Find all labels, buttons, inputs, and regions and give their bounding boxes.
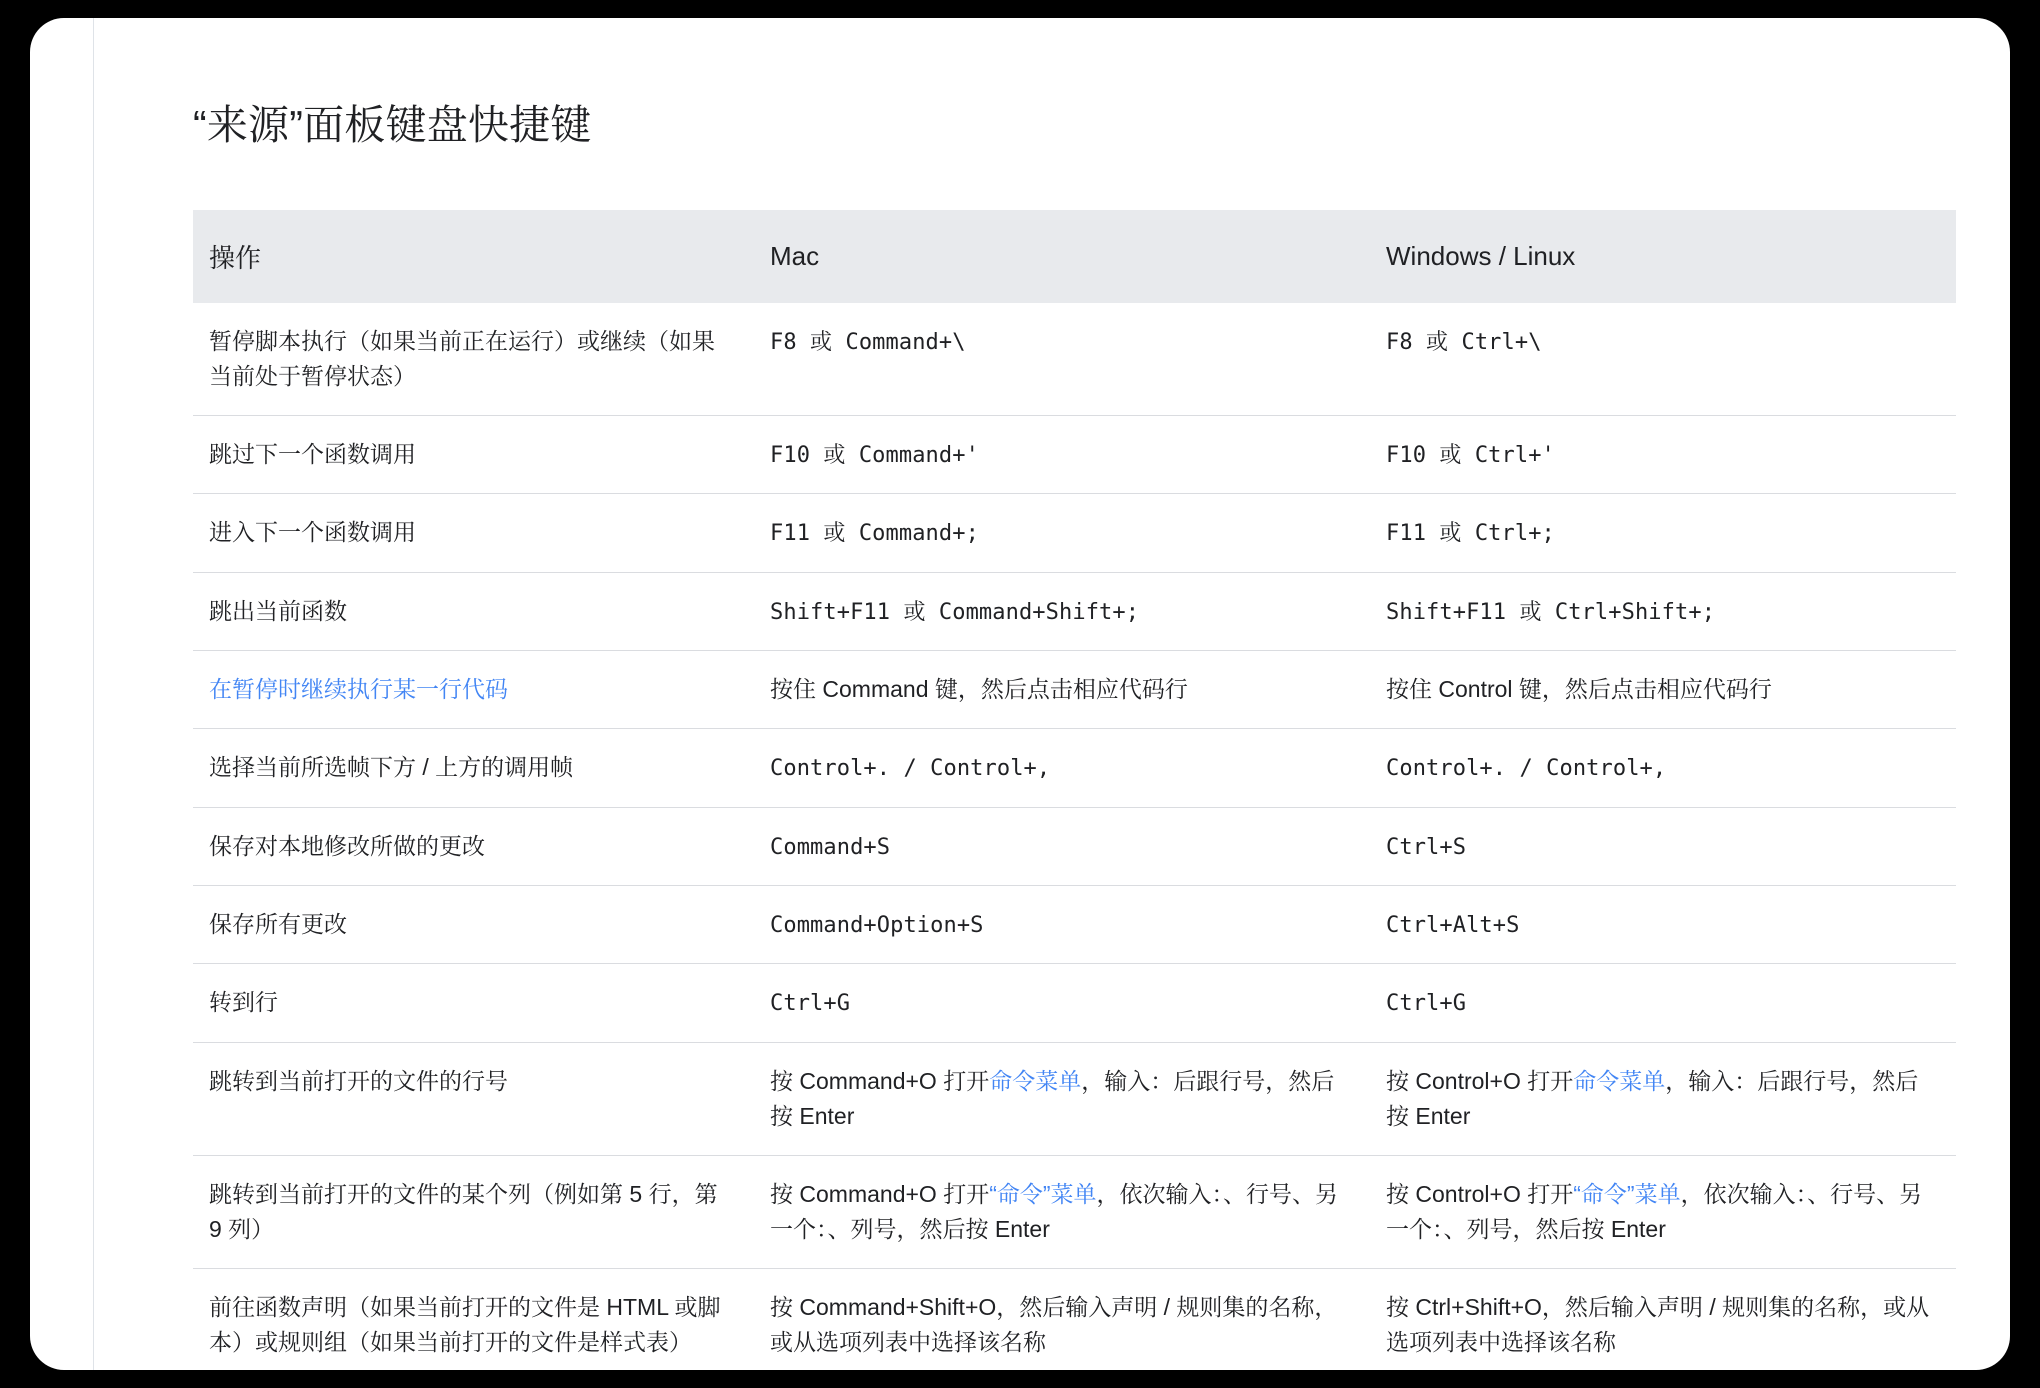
cell-mac (754, 1155, 1370, 1268)
cell-text (1386, 1181, 1922, 1242)
inline-link[interactable]: “命令”菜单 (1573, 1180, 1681, 1207)
shortcut-keys: Control+. / Control+, (1386, 756, 1667, 782)
shortcut-keys: Ctrl+G (770, 991, 851, 1017)
action-text: 跳出当前函数 (209, 597, 347, 624)
table-row (193, 1268, 1956, 1370)
cell-windows-linux (1370, 494, 1956, 572)
cell-windows-linux (1370, 964, 1956, 1042)
cell-windows-linux (1370, 807, 1956, 885)
inline-text: ，依次输入：、行号、另一个：、列号，然后按 Enter (1386, 1180, 1923, 1242)
action-text: 暂停脚本执行（如果当前正在运行）或继续（如果当前处于暂停状态） (209, 328, 715, 389)
cell-text: 按住 Control 键，然后点击相应代码行 (1386, 676, 1772, 703)
cell-text: 按 Command+Shift+O，然后输入声明 / 规则集的名称，或从选项列表中选择该名称 (770, 1293, 1338, 1355)
table-row (193, 1042, 1956, 1155)
action-text: 选择当前所选帧下方 / 上方的调用帧 (209, 754, 574, 781)
cell-mac (754, 303, 1370, 415)
cell-mac (754, 729, 1370, 807)
shortcut-keys: Ctrl+G (1386, 991, 1467, 1017)
shortcut-keys: Command+Option+S (770, 913, 984, 939)
action-text: 前往函数声明（如果当前打开的文件是 HTML 或脚本）或规则组（如果当前打开的文件是样式表） (209, 1293, 721, 1355)
shortcut-keys: F11 或 Ctrl+; (1386, 521, 1555, 547)
cell-mac (754, 1268, 1370, 1370)
cell-action (193, 1155, 754, 1268)
shortcut-keys: Ctrl+Alt+S (1386, 913, 1520, 939)
cell-action (193, 415, 754, 493)
cell-mac (754, 415, 1370, 493)
shortcut-keys: F11 或 Command+; (770, 521, 979, 547)
inline-link[interactable]: 命令菜单 (989, 1067, 1082, 1094)
shortcut-keys: Ctrl+S (1386, 834, 1467, 860)
table-head (193, 210, 1956, 303)
table-row (193, 415, 1956, 493)
table-row (193, 494, 1956, 572)
inline-text: ，依次输入：、行号、另一个：、列号，然后按 Enter (770, 1180, 1339, 1242)
cell-windows-linux (1370, 1268, 1956, 1370)
cell-windows-linux (1370, 1042, 1956, 1155)
cell-text: 按 Ctrl+Shift+O，然后输入声明 / 规则集的名称，或从选项列表中选择该名称 (1386, 1293, 1930, 1355)
action-text: 跳转到当前打开的文件的行号 (209, 1067, 508, 1094)
cell-mac (754, 572, 1370, 650)
table-row (193, 651, 1956, 729)
column-header-action: 操作 (193, 210, 754, 303)
keyboard-shortcuts-table (193, 210, 1956, 1370)
cell-mac (754, 807, 1370, 885)
inline-text: 按 Control+O 打开 (1386, 1067, 1574, 1094)
table-row (193, 886, 1956, 964)
cell-mac (754, 964, 1370, 1042)
table-row (193, 729, 1956, 807)
cell-action (193, 807, 754, 885)
cell-mac (754, 1042, 1370, 1155)
table-row (193, 572, 1956, 650)
content-scroll-area[interactable] (30, 18, 2010, 1370)
document-page (30, 18, 2010, 1370)
inline-text: ，输入：后跟行号，然后按 Enter (770, 1067, 1335, 1129)
column-header-windows-linux: Windows / Linux (1370, 210, 1956, 303)
shortcut-keys: Shift+F11 或 Command+Shift+; (770, 599, 1140, 625)
inline-text: ，输入：后跟行号，然后按 Enter (1386, 1067, 1919, 1129)
table-row (193, 303, 1956, 415)
cell-mac (754, 651, 1370, 729)
cell-text (770, 1181, 1338, 1242)
shortcut-keys: Command+S (770, 834, 891, 860)
action-text: 转到行 (209, 989, 278, 1016)
cell-action (193, 886, 754, 964)
page-title: “来源”面板键盘快捷键 (193, 102, 592, 148)
action-text: 保存对本地修改所做的更改 (209, 832, 485, 859)
cell-action (193, 1042, 754, 1155)
cell-windows-linux (1370, 303, 1956, 415)
cell-windows-linux (1370, 572, 1956, 650)
cell-windows-linux (1370, 651, 1956, 729)
cell-text (1386, 1068, 1918, 1129)
cell-mac (754, 494, 1370, 572)
action-text: 跳转到当前打开的文件的某个列（例如第 5 行，第 9 列） (209, 1180, 718, 1242)
cell-text: 按住 Command 键，然后点击相应代码行 (770, 676, 1188, 703)
cell-windows-linux (1370, 415, 1956, 493)
table-row (193, 964, 1956, 1042)
column-header-mac: Mac (754, 210, 1370, 303)
inline-text: 按 Command+O 打开 (770, 1180, 990, 1207)
inline-text: 按 Control+O 打开 (1386, 1180, 1574, 1207)
shortcut-keys: Shift+F11 或 Ctrl+Shift+; (1386, 599, 1716, 625)
table-row (193, 807, 1956, 885)
cell-windows-linux (1370, 1155, 1956, 1268)
document-body (94, 18, 2010, 1370)
table-body (193, 303, 1956, 1370)
inline-text: 按 Command+O 打开 (770, 1067, 990, 1094)
cell-mac (754, 886, 1370, 964)
cell-action (193, 651, 754, 729)
cell-windows-linux (1370, 886, 1956, 964)
cell-action (193, 494, 754, 572)
cell-action (193, 964, 754, 1042)
inline-link[interactable]: “命令”菜单 (989, 1180, 1097, 1207)
shortcut-keys: F8 或 Command+\ (770, 330, 966, 355)
inline-link[interactable]: 命令菜单 (1573, 1067, 1666, 1094)
cell-action (193, 303, 754, 415)
shortcut-keys: Control+. / Control+, (770, 756, 1051, 782)
shortcut-keys: F10 或 Command+' (770, 442, 979, 468)
shortcut-keys: F10 或 Ctrl+' (1386, 442, 1555, 468)
cell-text (770, 1068, 1334, 1129)
cell-action (193, 572, 754, 650)
table-header-row (193, 210, 1956, 303)
action-text: 进入下一个函数调用 (209, 519, 416, 546)
action-link[interactable]: 在暂停时继续执行某一行代码 (209, 676, 508, 703)
action-text: 保存所有更改 (209, 911, 347, 938)
action-text: 跳过下一个函数调用 (209, 440, 416, 467)
cell-windows-linux (1370, 729, 1956, 807)
shortcut-keys: F8 或 Ctrl+\ (1386, 330, 1542, 355)
cell-action (193, 729, 754, 807)
table-row (193, 1155, 1956, 1268)
cell-action (193, 1268, 754, 1370)
